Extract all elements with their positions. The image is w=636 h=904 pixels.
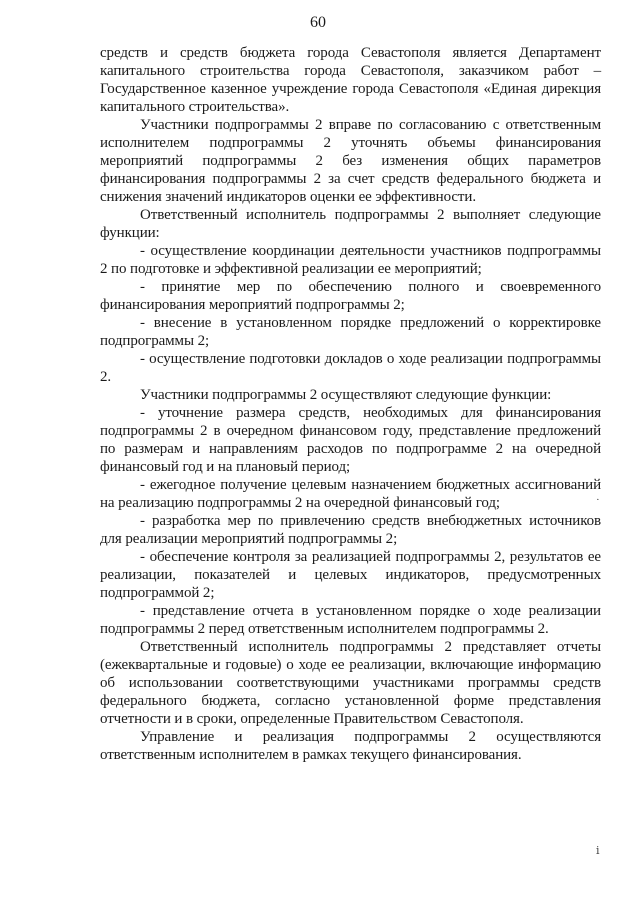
list-item: - разработка мер по привлечению средств внебюджетных источников для реализации мероприятий подпрограммы 2; — [100, 513, 601, 547]
paragraph: средств и средств бюджета города Севастополя является Департамент капитального строительства города Севастополя, заказчиком работ – Государственное казенное учреждение города Севастополя «Единая дирекция капитального строительства». — [100, 45, 601, 115]
list-item: - внесение в установленном порядке предложений о корректировке подпрограммы 2; — [100, 315, 601, 349]
list-item: - принятие мер по обеспечению полного и своевременного финансирования мероприятий подпрограммы 2; — [100, 279, 601, 313]
list-item: - представление отчета в установленном порядке о ходе реализации подпрограммы 2 перед ответственным исполнителем подпрограммы 2. — [100, 603, 601, 637]
list-item: - обеспечение контроля за реализацией подпрограммы 2, результатов ее реализации, показателей и целевых индикаторов, предусмотренных подпрограммой 2; — [100, 549, 601, 601]
list-item: - уточнение размера средств, необходимых для финансирования подпрограммы 2 в очередном финансовом году, представление предложений по размерам и направлениям расходов по подпрограмме 2 на очередной финансовый год и на плановый период; — [100, 405, 601, 475]
paragraph: Управление и реализация подпрограммы 2 осуществляются ответственным исполнителем в рамках текущего финансирования. — [100, 729, 601, 763]
list-item: - осуществление координации деятельности участников подпрограммы 2 по подготовке и эффективной реализации ее мероприятий; — [100, 243, 601, 277]
list-item: - ежегодное получение целевым назначением бюджетных ассигнований на реализацию подпрограммы 2 на очередной финансовый год; — [100, 477, 601, 511]
paragraph: Участники подпрограммы 2 вправе по согласованию с ответственным исполнителем подпрограммы 2 уточнять объемы финансирования мероприятий подпрограммы 2 без изменения общих параметров финансирования подпрограммы 2 за счет средств федерального бюджета и снижения значений индикаторов оценки ее эффективности. — [100, 117, 601, 205]
paragraph: Ответственный исполнитель подпрограммы 2 выполняет следующие функции: — [100, 207, 601, 241]
paragraph: Участники подпрограммы 2 осуществляют следующие функции: — [140, 387, 552, 403]
page-number: 60 — [310, 14, 326, 31]
list-item: - осуществление подготовки докладов о ходе реализации подпрограммы 2. — [100, 351, 601, 385]
paragraph: Ответственный исполнитель подпрограммы 2 представляет отчеты (ежеквартальные и годовые) о ходе ее реализации, включающие информацию об использовании соответствующими участниками программы средств федерального бюджета, согласно установленной форме представления отчетности и в сроки, определенные Правительством Севастополя. — [100, 639, 601, 727]
scan-speck: ⅰ — [596, 845, 600, 857]
scan-speck: · — [596, 494, 600, 506]
document-body — [100, 44, 601, 764]
